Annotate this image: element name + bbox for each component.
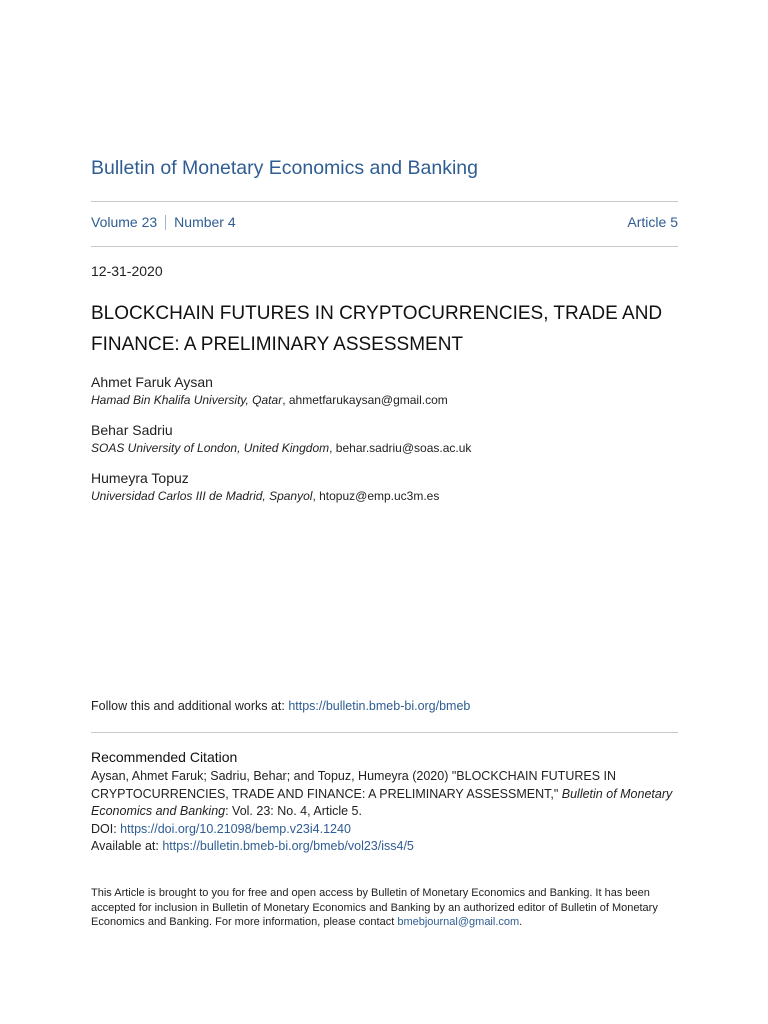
follow-link[interactable]: https://bulletin.bmeb-bi.org/bmeb — [288, 699, 471, 713]
author-affiliation: Hamad Bin Khalifa University, Qatar, ahmetfarukaysan@gmail.com — [91, 393, 448, 407]
recommended-citation-heading: Recommended Citation — [91, 749, 238, 765]
footer-notice — [91, 886, 678, 930]
issue-info-row — [91, 214, 678, 230]
affiliation-text: Universidad Carlos III de Madrid, Spanyol — [91, 489, 313, 503]
article-title: BLOCKCHAIN FUTURES IN CRYPTOCURRENCIES, TRADE AND FINANCE: A PRELIMINARY ASSESSMENT — [91, 303, 663, 355]
number-link[interactable]: Number 4 — [174, 214, 236, 230]
follow-line — [91, 699, 470, 713]
divider — [91, 732, 678, 733]
divider — [91, 246, 678, 247]
available-link[interactable]: https://bulletin.bmeb-bi.org/bmeb/vol23/iss4/5 — [162, 839, 414, 853]
author-block — [91, 421, 691, 456]
citation-journal: Bulletin of Monetary Economics and Banking — [91, 786, 673, 818]
doi-link[interactable]: https://doi.org/10.21098/bemp.v23i4.1240 — [120, 821, 351, 836]
citation-volume: : Vol. 23: No. 4, Article 5. — [225, 804, 362, 818]
follow-text: Follow this and additional works at: — [91, 699, 289, 713]
author-name: Behar Sadriu — [91, 422, 173, 438]
author-email: htopuz@emp.uc3m.es — [319, 489, 440, 503]
author-block — [91, 373, 691, 408]
doi-label: DOI: — [91, 821, 121, 836]
volume-link[interactable]: Volume 23 — [91, 214, 158, 230]
author-affiliation: SOAS University of London, United Kingdom, behar.sadriu@soas.ac.uk — [91, 441, 472, 455]
contact-email-link[interactable]: bmebjournal@gmail.com — [397, 916, 520, 928]
author-name: Humeyra Topuz — [91, 470, 189, 486]
author-email: behar.sadriu@soas.ac.uk — [335, 441, 472, 455]
author-block — [91, 469, 691, 504]
footer-text: This Article is brought to you for free and open access by Bulletin of Monetary Economics and Banking. It has been accepted for inclusion in Bulletin of Monetary Economics and Banking by an authorized editor of Bulletin of Monetary Economics and Banking. For more information, please contact — [91, 887, 658, 928]
article-link[interactable]: Article 5 — [627, 214, 678, 230]
journal-title-link[interactable]: Bulletin of Monetary Economics and Banking — [91, 157, 478, 179]
footer-end: . — [519, 916, 523, 928]
affiliation-text: Hamad Bin Khalifa University, Qatar — [91, 393, 283, 407]
author-name: Ahmet Faruk Aysan — [91, 374, 213, 390]
citation-text: Aysan, Ahmet Faruk; Sadriu, Behar; and Topuz, Humeyra (2020) "BLOCKCHAIN FUTURES IN CRYPTOCURRENCIES, TRADE AND FINANCE: A PRELIMINARY ASSESSMENT," — [91, 769, 617, 801]
affiliation-text: SOAS University of London, United Kingdom — [91, 441, 330, 455]
available-label: Available at: — [91, 839, 163, 853]
publication-date: 12-31-2020 — [91, 263, 163, 279]
divider — [91, 201, 678, 202]
author-email: ahmetfarukaysan@gmail.com — [288, 393, 448, 407]
separator — [165, 215, 166, 230]
citation-block — [91, 768, 678, 856]
author-affiliation: Universidad Carlos III de Madrid, Spanyol, htopuz@emp.uc3m.es — [91, 489, 440, 503]
